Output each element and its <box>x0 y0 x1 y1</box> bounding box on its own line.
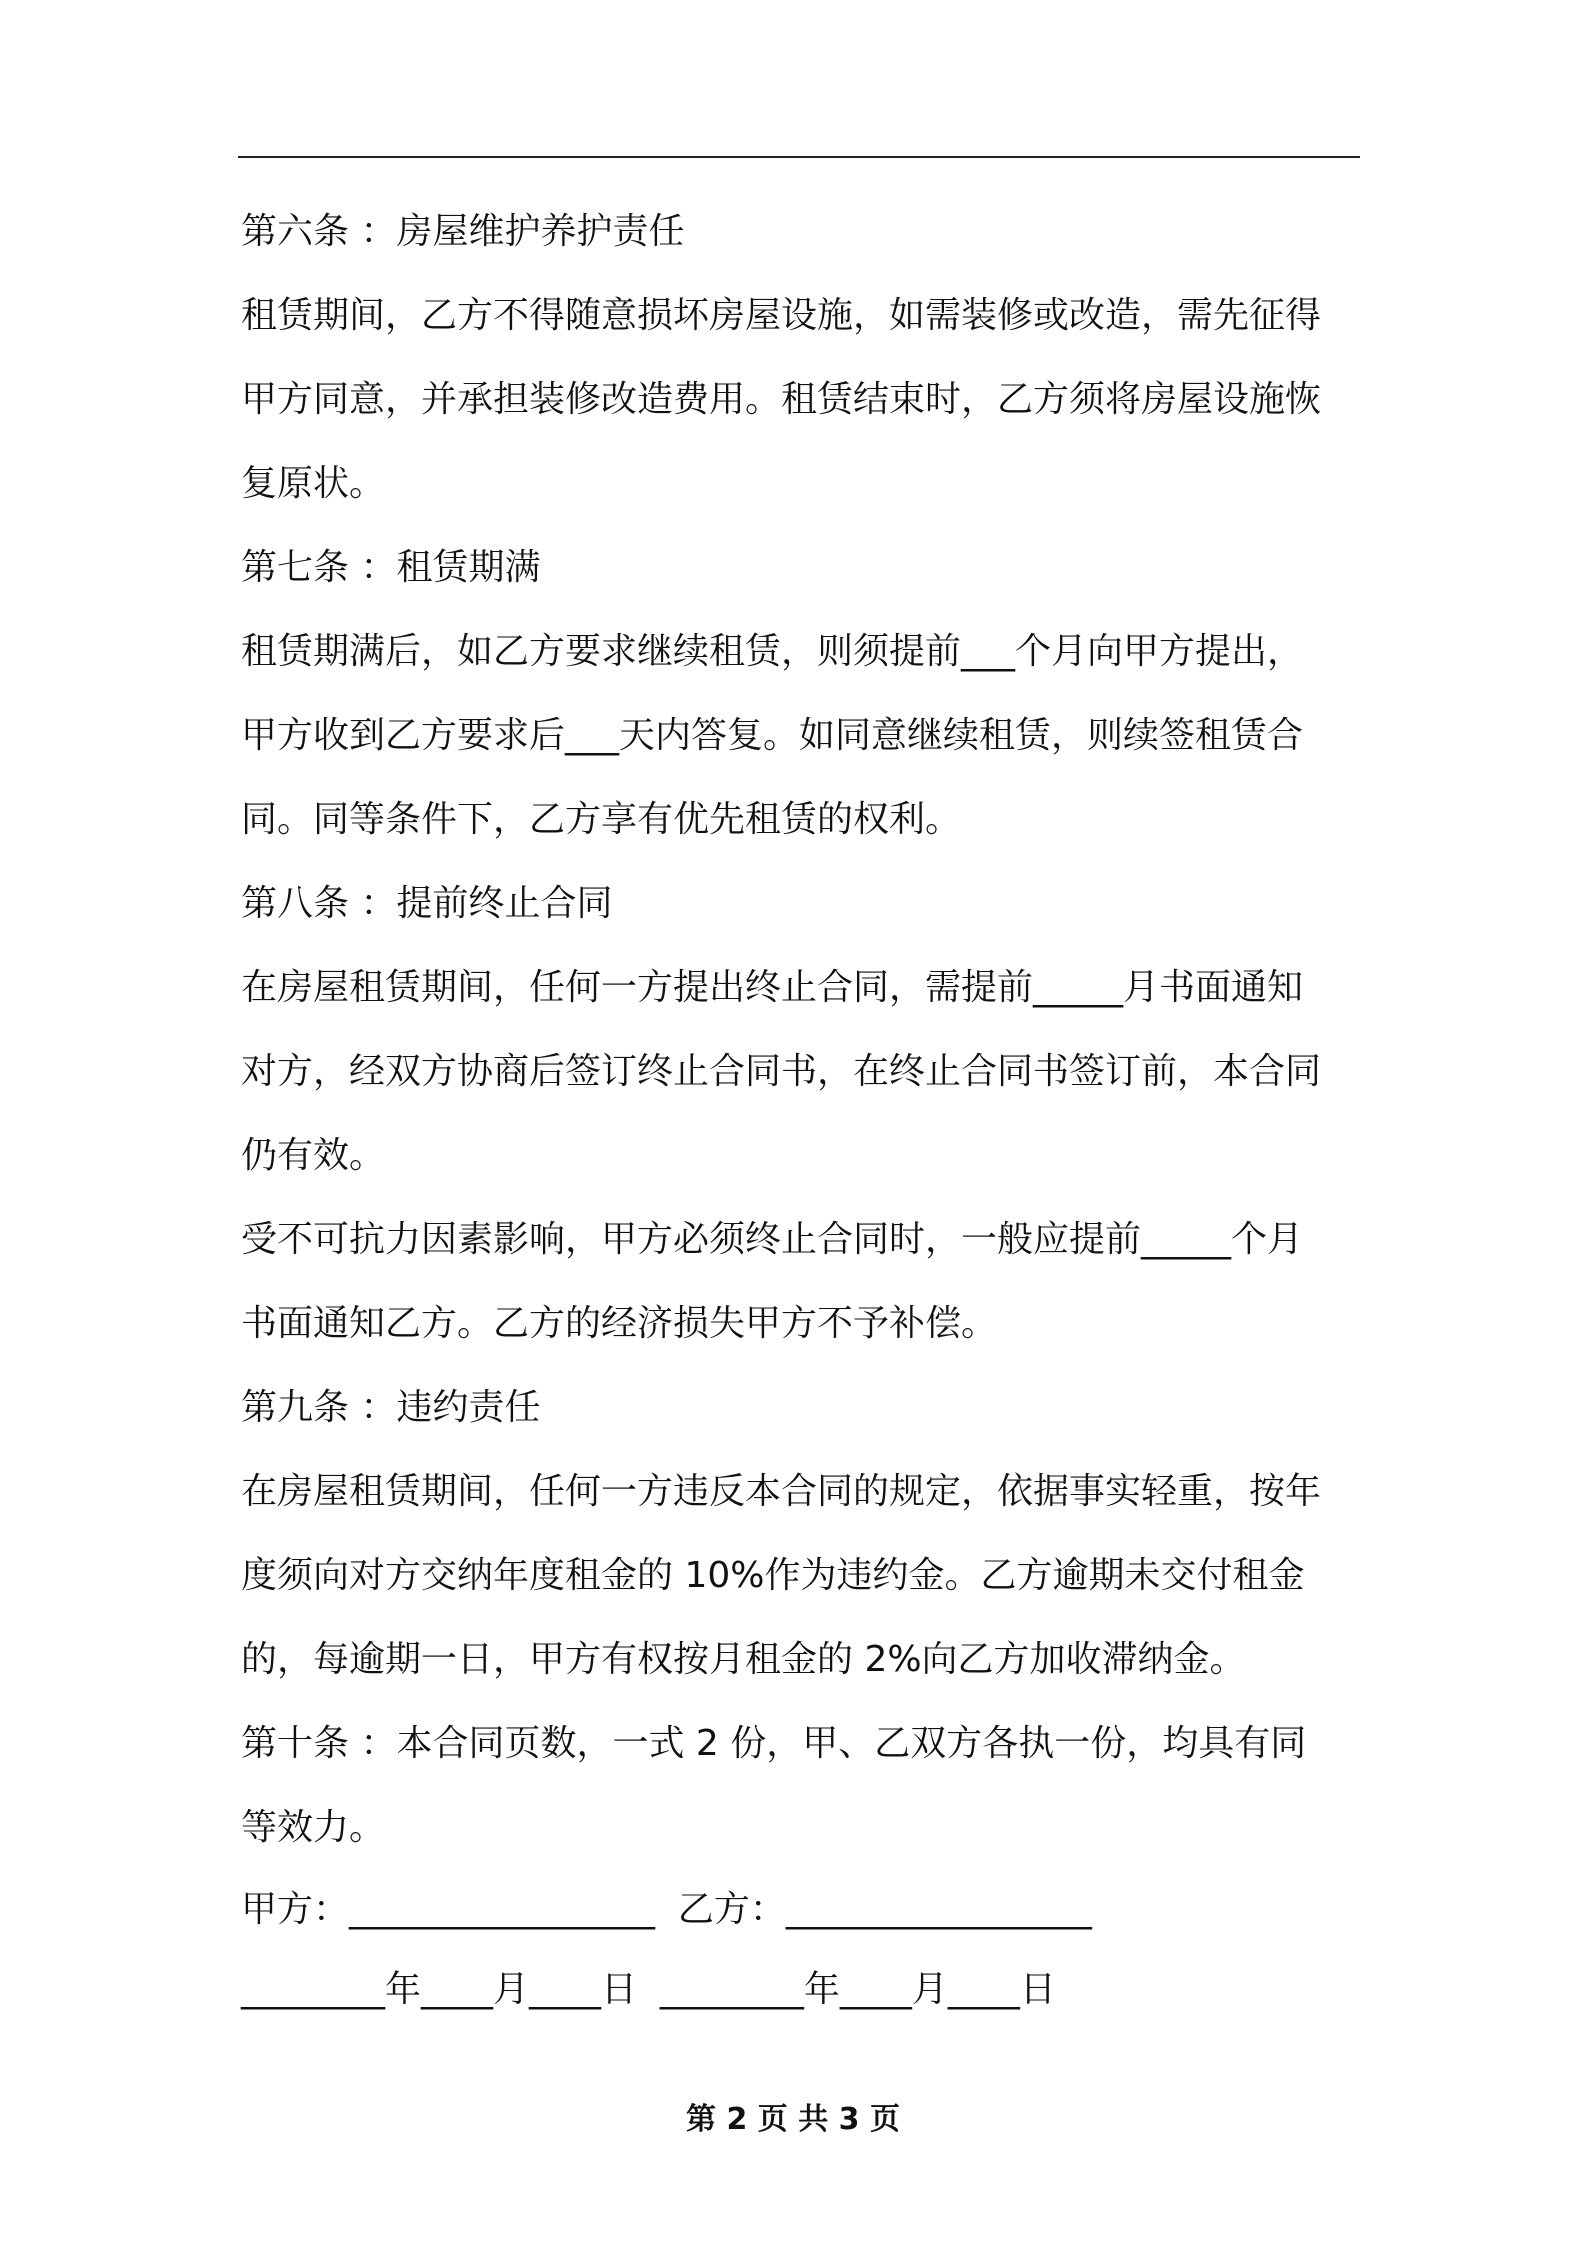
signature-parties: 甲方：_________________ 乙方：_________________ <box>241 1889 1092 1930</box>
article-6-heading: 第六条 ：房屋维护养护责任 <box>241 211 685 252</box>
article-7-heading: 第七条 ：租赁期满 <box>241 547 541 588</box>
article-9-text-line-2: 度须向对方交纳年度租金的 10%作为违约金。乙方逾期未交付租金 <box>241 1555 1305 1596</box>
article-8-text-line-1: 在房屋租赁期间，任何一方提出终止合同，需提前_____月书面通知 <box>241 967 1304 1008</box>
signature-dates: ________年____月____日 ________年____月____日 <box>241 1969 1056 2010</box>
header-rule <box>238 156 1360 158</box>
contract-body <box>241 190 1363 1870</box>
article-9-text-line-1: 在房屋租赁期间，任何一方违反本合同的规定，依据事实轻重，按年 <box>241 1471 1322 1512</box>
article-8-text-line-2: 对方，经双方协商后签订终止合同书，在终止合同书签订前，本合同 <box>241 1051 1322 1092</box>
article-7-text-line-1: 租赁期满后，如乙方要求继续租赁，则须提前___个月向甲方提出， <box>241 631 1304 672</box>
article-7-text-line-3: 同。同等条件下，乙方享有优先租赁的权利。 <box>241 799 962 840</box>
article-8-text-line-4: 受不可抗力因素影响，甲方必须终止合同时，一般应提前_____个月 <box>241 1219 1304 1260</box>
article-6-text-line-1: 租赁期间，乙方不得随意损坏房屋设施，如需装修或改造，需先征得 <box>241 295 1322 336</box>
article-8-text-line-5: 书面通知乙方。乙方的经济损失甲方不予补偿。 <box>241 1303 998 1344</box>
article-10-text-line-2: 等效力。 <box>241 1807 386 1848</box>
article-9-text-line-3: 的，每逾期一日，甲方有权按月租金的 2%向乙方加收滞纳金。 <box>241 1639 1246 1680</box>
signature-block <box>241 1870 1363 2030</box>
article-6-text-line-3: 复原状。 <box>241 463 386 504</box>
article-9-heading: 第九条 ：违约责任 <box>241 1387 541 1428</box>
article-7-text-line-2: 甲方收到乙方要求后___天内答复。如同意继续租赁，则续签租赁合 <box>241 715 1304 756</box>
article-10-text-line-1: 第十条 ：本合同页数，一式 2 份，甲、乙双方各执一份，均具有同 <box>241 1723 1307 1764</box>
page-number: 第 2 页 共 3 页 <box>686 2102 900 2137</box>
article-8-text-line-3: 仍有效。 <box>241 1135 386 1176</box>
article-8-heading: 第八条 ：提前终止合同 <box>241 883 613 924</box>
article-6-text-line-2: 甲方同意，并承担装修改造费用。租赁结束时，乙方须将房屋设施恢 <box>241 379 1322 420</box>
